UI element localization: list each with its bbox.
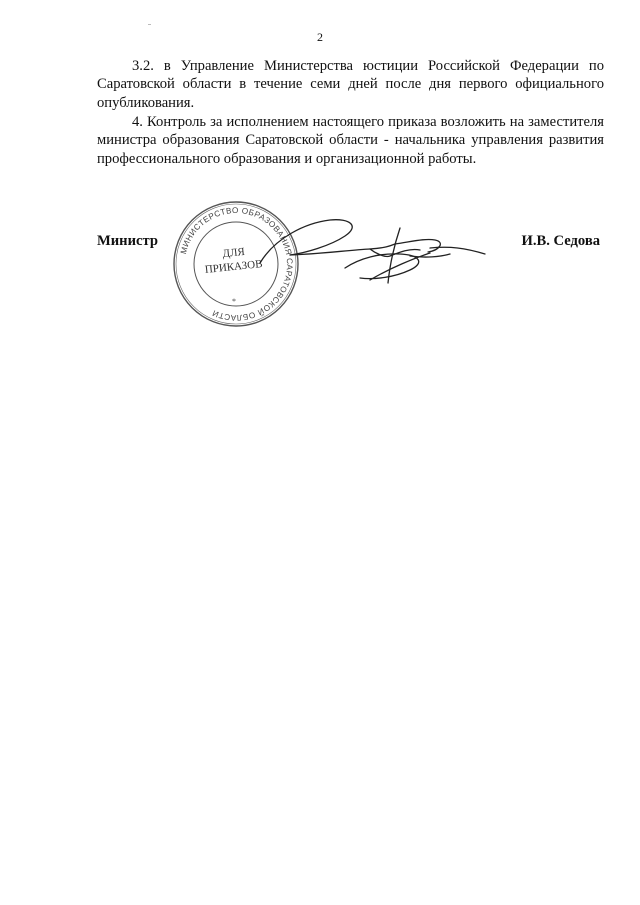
paragraph-4: 4. Контроль за исполнением настоящего приказа возложить на заместителя министра образования Саратовской области - начальника управления развития профессионального образования и организационной работы.	[97, 114, 604, 167]
signer-name: И.В. Седова	[521, 233, 600, 249]
seal-ring-text: МИНИСТЕРСТВО ОБРАЗОВАНИЯ САРАТОВСКОЙ ОБЛАСТИ	[179, 205, 295, 323]
paragraph-3-2: 3.2. в Управление Министерства юстиции Российской Федерации по Саратовской области в течение семи дней после дня первого официального опубликования.	[97, 58, 604, 111]
handwritten-signature	[250, 208, 495, 298]
svg-text:*: *	[232, 297, 236, 306]
scan-artifact	[148, 24, 151, 25]
seal-center-line1: ДЛЯ	[221, 245, 246, 261]
seal-center-line2: ПРИКАЗОВ	[204, 258, 264, 277]
signer-title: Министр	[97, 233, 158, 249]
page-number: 2	[317, 30, 323, 44]
